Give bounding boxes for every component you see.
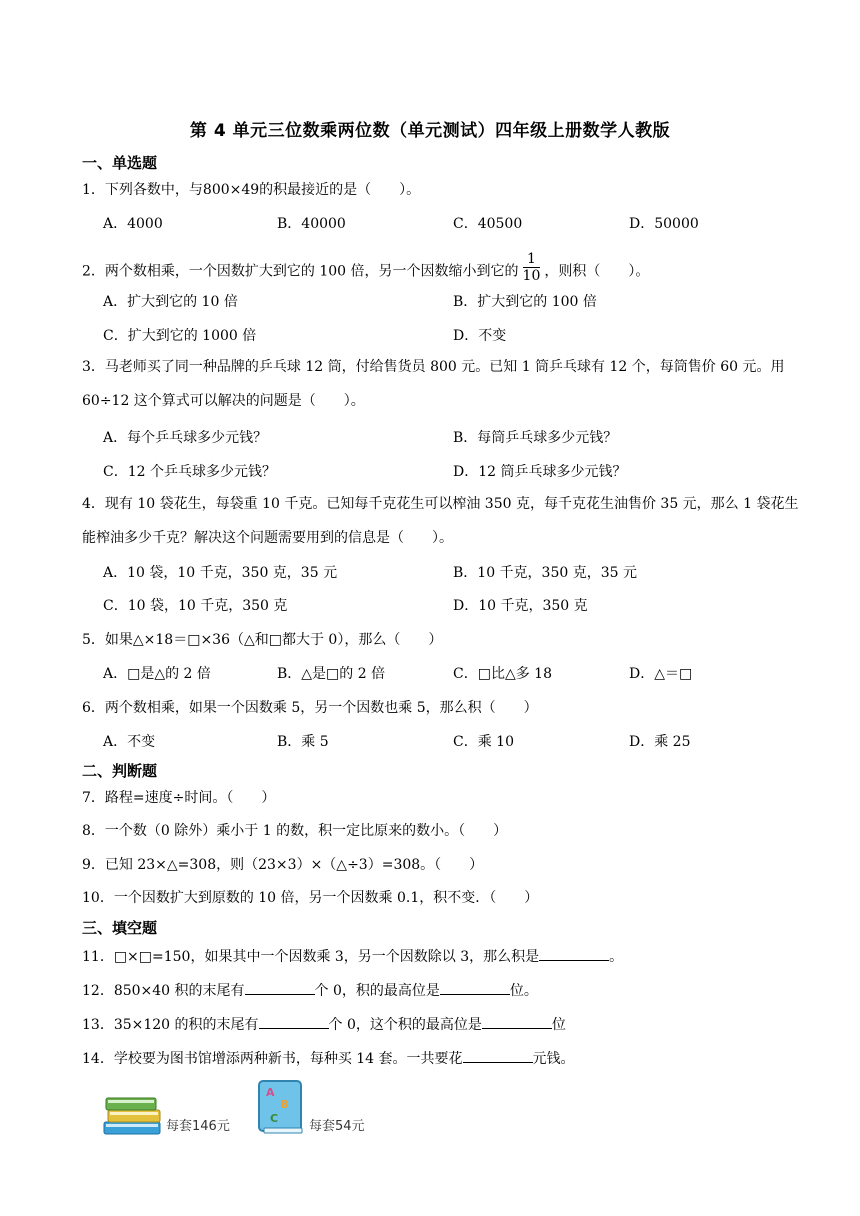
- q11-blank[interactable]: [539, 946, 609, 961]
- q13-blank-2[interactable]: [482, 1014, 552, 1029]
- q12-blank-1[interactable]: [245, 980, 315, 995]
- q4-option-c[interactable]: C．10 袋，10 千克，350 克: [103, 598, 288, 614]
- q5-option-a[interactable]: A．□是△的 2 倍: [103, 666, 211, 682]
- q3-option-d[interactable]: D．12 筒乒乓球多少元钱？: [453, 464, 627, 480]
- question-14: [82, 1048, 575, 1069]
- q6-option-a[interactable]: A．不变: [103, 734, 156, 750]
- question-7: 7．路程=速度÷时间。（ ）: [82, 790, 276, 806]
- q2-text-before: 2．两个数相乘，一个因数扩大到它的 100 倍，另一个因数缩小到它的: [82, 263, 519, 280]
- q2-option-b[interactable]: B．扩大到它的 100 倍: [453, 294, 597, 310]
- section-heading-fill-blank: 三、填空题: [82, 919, 158, 937]
- q1-option-c[interactable]: C．40500: [453, 216, 523, 232]
- question-2: [82, 251, 650, 288]
- q12-blank-2[interactable]: [440, 980, 510, 995]
- q5-option-b[interactable]: B．△是□的 2 倍: [277, 666, 386, 682]
- book-price-1: 每套146元: [166, 1119, 230, 1134]
- question-10: 10．一个因数扩大到原数的 10 倍，另一个因数乘 0.1，积不变．（ ）: [82, 890, 539, 906]
- abc-letter-c: C: [270, 1112, 279, 1125]
- q6-option-c[interactable]: C．乘 10: [453, 734, 514, 750]
- section-heading-true-false: 二、判断题: [82, 762, 158, 780]
- q13-blank-1[interactable]: [259, 1014, 329, 1029]
- q3-option-b[interactable]: B．每筒乒乓球多少元钱？: [453, 430, 618, 446]
- q6-option-d[interactable]: D．乘 25: [629, 734, 691, 750]
- q2-fraction: [523, 251, 541, 284]
- section-heading-single-choice: 一、单选题: [82, 154, 158, 172]
- q1-option-a[interactable]: A．4000: [103, 216, 163, 232]
- stacked-books-icon: [100, 1088, 166, 1138]
- question-3: 3．马老师买了同一种品牌的乒乓球 12 筒，付给售货员 800 元。已知 1 筒乒乓球有 12 个，每筒售价 60 元。用 60÷12 这个算式可以解决的问题是（ ）。: [82, 359, 785, 409]
- q11-text-end: 。: [609, 949, 624, 965]
- q13-text-mid: 个 0，这个积的最高位是: [328, 1017, 482, 1033]
- q2-fraction-denominator: 10: [522, 268, 541, 284]
- question-9: 9．已知 23×△=308，则（23×3）×（△÷3）=308。（ ）: [82, 857, 484, 873]
- q2-option-d[interactable]: D．不变: [453, 328, 507, 344]
- question-8: 8．一个数（0 除外）乘小于 1 的数，积一定比原来的数小。（ ）: [82, 823, 508, 839]
- page-title: 第 4 单元三位数乘两位数（单元测试）四年级上册数学人教版: [189, 121, 671, 141]
- q5-option-d[interactable]: D．△＝□: [629, 666, 693, 682]
- question-11: [82, 946, 623, 967]
- q14-blank[interactable]: [463, 1048, 533, 1063]
- q6-option-b[interactable]: B．乘 5: [277, 734, 329, 750]
- q4-option-a[interactable]: A．10 袋，10 千克，350 克，35 元: [103, 565, 338, 581]
- abc-letter-b: B: [280, 1098, 289, 1111]
- question-4: 4．现有 10 袋花生，每袋重 10 千克。已知每千克花生可以榨油 350 克，每千克花生油售价 35 元，那么 1 袋花生能榨油多少千克？解决这个问题需要用到的信息是（ ）。: [82, 496, 799, 546]
- q1-option-b[interactable]: B．40000: [277, 216, 346, 232]
- q13-text-end: 位: [551, 1017, 566, 1033]
- question-1: 1．下列各数中，与800×49的积最接近的是（ ）。: [82, 182, 421, 198]
- abc-book-icon: [256, 1078, 306, 1136]
- q2-text-after: ，则积（ ）。: [544, 263, 650, 280]
- q14-text: 14．学校要为图书馆增添两种新书，每种买 14 套。一共要花: [82, 1051, 463, 1067]
- q4-option-d[interactable]: D．10 千克，350 克: [453, 598, 588, 614]
- q13-text: 13．35×120 的积的末尾有: [82, 1017, 259, 1033]
- q5-option-c[interactable]: C．□比△多 18: [453, 666, 552, 682]
- book-price-2: 每套54元: [309, 1119, 365, 1134]
- q2-option-a[interactable]: A．扩大到它的 10 倍: [103, 294, 238, 310]
- q2-option-c[interactable]: C．扩大到它的 1000 倍: [103, 328, 257, 344]
- q11-text: 11．□×□=150，如果其中一个因数乘 3，另一个因数除以 3，那么积是: [82, 949, 540, 965]
- q12-text-end: 位。: [509, 983, 538, 999]
- question-6: 6．两个数相乘，如果一个因数乘 5，另一个因数也乘 5，那么积（ ）: [82, 700, 538, 716]
- question-5: 5．如果△×18＝□×36（△和□都大于 0），那么（ ）: [82, 632, 443, 648]
- abc-letter-a: A: [266, 1086, 275, 1099]
- q3-option-a[interactable]: A．每个乒乓球多少元钱？: [103, 430, 268, 446]
- question-12: [82, 980, 538, 1001]
- question-13: [82, 1014, 566, 1035]
- q2-fraction-numerator: 1: [523, 251, 541, 268]
- q4-option-b[interactable]: B．10 千克，350 克，35 元: [453, 565, 637, 581]
- q1-option-d[interactable]: D．50000: [629, 216, 699, 232]
- q3-option-c[interactable]: C．12 个乒乓球多少元钱？: [103, 464, 276, 480]
- q12-text: 12．850×40 积的末尾有: [82, 983, 245, 999]
- q14-text-end: 元钱。: [532, 1051, 575, 1067]
- q12-text-mid: 个 0，积的最高位是: [314, 983, 440, 999]
